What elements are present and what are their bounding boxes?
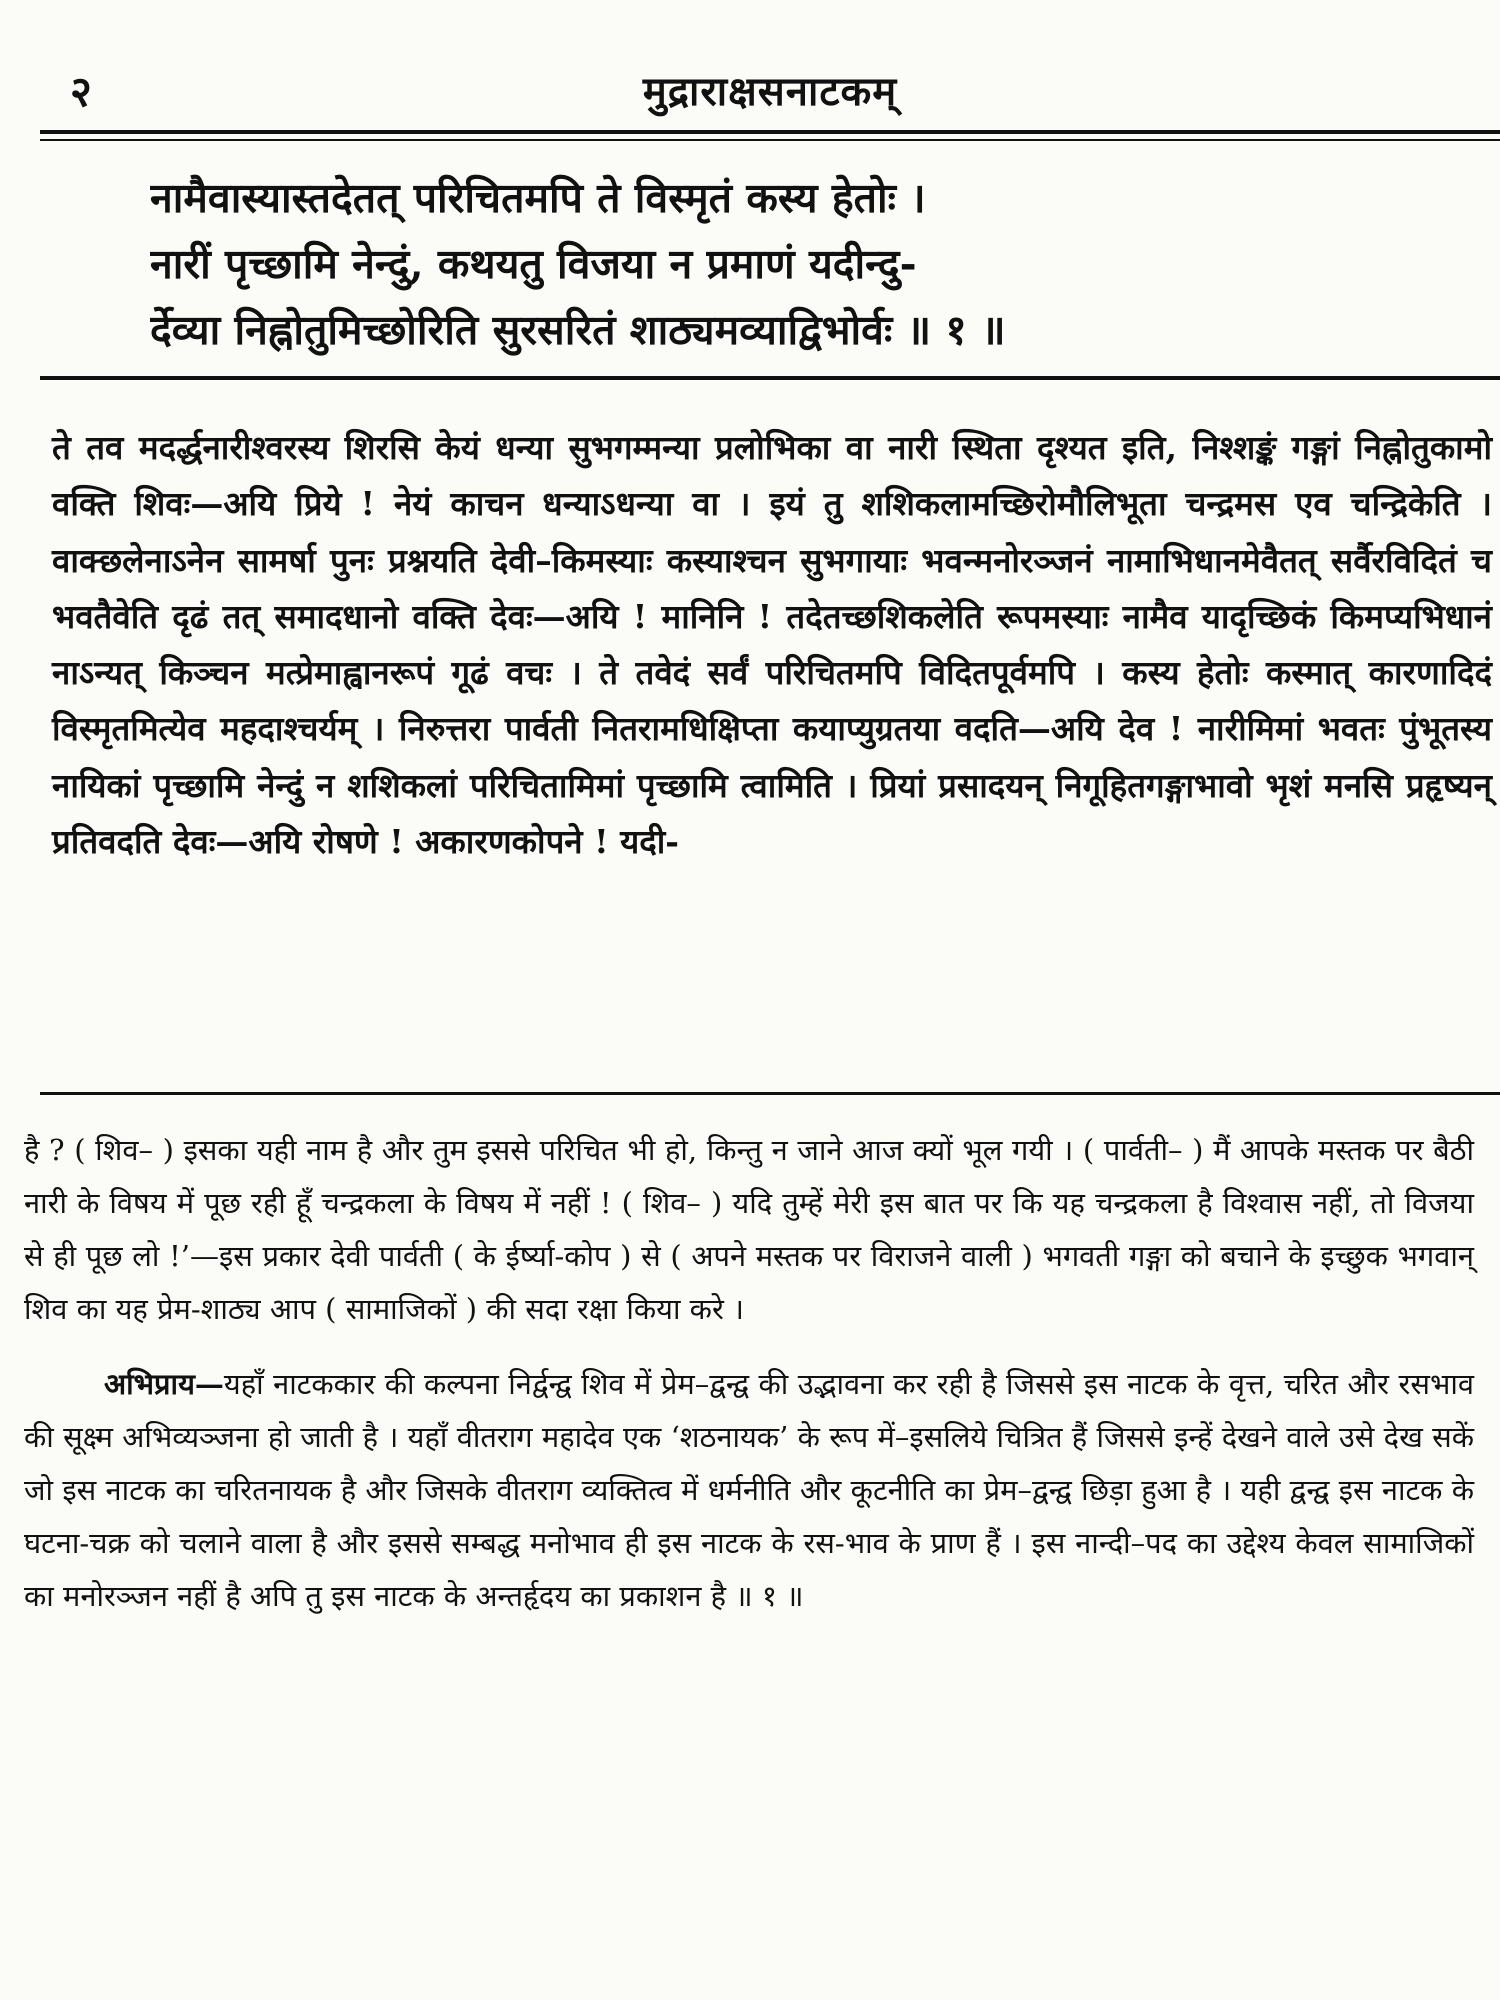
abhipraya-paragraph bbox=[24, 1358, 1474, 1623]
hindi-translation bbox=[24, 1124, 1474, 1623]
verse-line-3: र्देव्या निह्नोतुमिच्छोरिति सुरसरितं शाठ्यमव्याद्विभोर्वः ॥ १ ॥ bbox=[150, 306, 1006, 354]
verse-line-2: नारीं पृच्छामि नेन्दुं, कथयतु विजया न प्रमाणं यदीन्दु- bbox=[150, 240, 917, 288]
translation-paragraph: है ? ( शिव– ) इसका यही नाम है और तुम इससे परिचित भी हो, किन्तु न जाने आज क्यों भूल गयी । ( पार्वती– ) मैं आपके मस्तक पर बैठी नारी के विषय में पूछ रही हूँ चन्द्रकला के विषय में नहीं ! ( शिव– ) यदि तुम्हें मेरी इस बात पर कि यह चन्द्रकला है विश्वास नहीं, तो विजया से ही पूछ लो !’—इस प्रकार देवी पार्वती ( के ईर्ष्या-कोप ) से ( अपने मस्तक पर विराजने वाली ) भगवती गङ्गा को बचाने के इच्छुक भगवान् शिव का यह प्रेम-शाठ्य आप ( सामाजिकों ) की सदा रक्षा किया करे । bbox=[24, 1133, 1474, 1326]
page-number: २ bbox=[70, 67, 92, 116]
verse-divider bbox=[40, 376, 1500, 380]
verse-block bbox=[150, 165, 1470, 363]
commentary-paragraph: ते तव मदर्द्धनारीश्वरस्य शिरसि केयं धन्या सुभगम्मन्या प्रलोभिका वा नारी स्थिता दृश्यत इति, निश्शङ्कं गङ्गां निह्नोतुकामो वक्ति शिवः—अयि प्रिये ! नेयं काचन धन्याऽधन्या वा । इयं तु शशिकलामच्छिरोमौलिभूता चन्द्रमस एव चन्द्रिकेति । वाक्छलेनाऽनेन सामर्षा पुनः प्रश्नयति देवी–किमस्याः कस्याश्चन सुभगायाः भवन्मनोरञ्जनं नामाभिधानमेवैतत् सर्वैरविदितं च भवतैवेति दृढं तत् समादधानो वक्ति देवः—अयि ! मानिनि ! तदेतच्छशिकलेति रूपमस्याः नामैव यादृच्छिकं किमप्यभिधानं नाऽन्यत् किञ्चन मत्प्रेमाह्वानरूपं गूढं वचः । ते तवेदं सर्वं परिचितमपि विदितपूर्वमपि । कस्य हेतोः कस्मात् कारणादिदं विस्मृतमित्येव महदाश्चर्यम् । निरुत्तरा पार्वती नितरामधिक्षिप्ता कयाप्युग्रतया वदति—अयि देव ! नारीमिमां भवतः पुंभूतस्य नायिकां पृच्छामि नेन्दुं न शशिकलां परिचितामिमां पृच्छामि त्वामिति । प्रियां प्रसादयन् निगूहितगङ्गाभावो भृशं मनसि प्रहृष्यन् प्रतिवदति देवः—अयि रोषणे ! अकारणकोपने ! यदी- bbox=[52, 428, 1492, 862]
commentary-divider bbox=[40, 1092, 1500, 1095]
header-rule-thin bbox=[40, 139, 1500, 141]
sanskrit-commentary bbox=[52, 420, 1492, 870]
page-header bbox=[70, 62, 1470, 118]
verse-line-1: नामैवास्यास्तदेतत् परिचितमपि ते विस्मृतं कस्य हेतोः । bbox=[150, 174, 926, 222]
running-title: मुद्राराक्षसनाटकम् bbox=[642, 68, 898, 115]
header-rule bbox=[40, 130, 1500, 134]
abhipraya-label: अभिप्राय— bbox=[104, 1367, 224, 1401]
abhipraya-text: यहाँ नाटककार की कल्पना निर्द्वन्द्व शिव में प्रेम–द्वन्द्व की उद्भावना कर रही है जिससे इस नाटक के वृत्त, चरित और रसभाव की सूक्ष्म अभिव्यञ्जना हो जाती है । यहाँ वीतराग महादेव एक ‘शठनायक’ के रूप में–इसलिये चित्रित हैं जिससे इन्हें देखने वाले उसे देख सकें जो इस नाटक का चरितनायक है और जिसके वीतराग व्यक्तित्व में धर्मनीति और कूटनीति का प्रेम–द्वन्द्व छिड़ा हुआ है । यही द्वन्द्व इस नाटक के घटना-चक्र को चलाने वाला है और इससे सम्बद्ध मनोभाव ही इस नाटक के रस-भाव के प्राण हैं । इस नान्दी–पद का उद्देश्य केवल सामाजिकों का मनोरञ्जन नहीं है अपि तु इस नाटक के अन्तर्हृदय का प्रकाशन है ॥ १ ॥ bbox=[24, 1367, 1474, 1613]
